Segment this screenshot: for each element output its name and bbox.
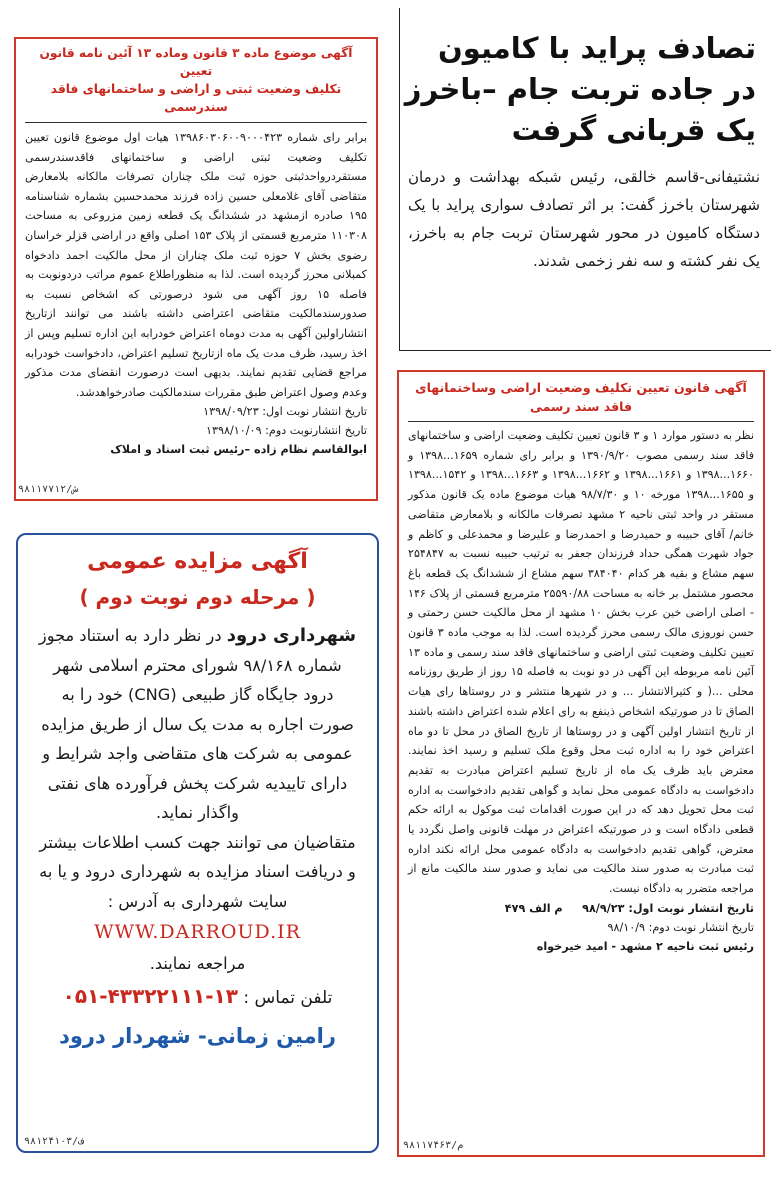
headline-line: در جاده تربت جام –باخرز xyxy=(404,72,756,106)
auction-notice xyxy=(16,533,379,1153)
publish-date-second: تاریخ انتشار نوبت دوم: ۹۸/۱۰/۹ xyxy=(607,920,754,934)
notice-ref-number: م الف ۴۷۹ xyxy=(504,901,563,915)
notice-signer: ابوالقاسم نظام زاده –رئیس ثبت اسناد و املاک xyxy=(110,443,367,457)
title-rule xyxy=(25,122,367,123)
auction-code: ف/۹۸۱۲۴۱۰۳ xyxy=(24,1136,85,1147)
headline-line: یک قربانی گرفت xyxy=(511,113,756,147)
auction-url-row xyxy=(26,916,369,949)
notice-title-line: فاقد سند رسمی xyxy=(529,399,633,414)
auction-phone-row xyxy=(26,979,369,1015)
auction-body-contact: متقاضیان می توانند جهت کسب اطلاعات بیشتر و دریافت اسناد مزایده به شهرداری درود و یا به سایت شهرداری به آدرس : xyxy=(39,832,356,911)
notice-body: نظر به دستور موارد ۱ و ۳ قانون تعیین تکلیف وضعیت اراضی و ساختمانهای فاقد سند رسمی مصوب ۱۳۹۰/۹/۲۰ و برابر رای شماره ۱۶۵۹...۱۳۹۸ و ۱۶۶۰...۱۳۹۸ و ۱۶۶۱...۱۳۹۸ و ۱۶۶۲...۱۳۹۸ و ۱۶۶۳...۱۳۹۸ و ۱۵۴۲...۱۳۹۸ و ۱۶۵۵...۱۳۹۸ مورخه ۱۰ و ۹۸/۷/۳۰ هیات موضوع ماده یک قانون مذکور مستقر در واحد ثبتی ناحیه ۲ مشهد تصرفات مالکانه و بلامعارض متقاضی خانم/ آقای حبیبه و حمیدرضا و احمدرضا و علیرضا و محمدعلی و کاظم و جواد شهرت همگی حداد فرزندان جعفر به ترتیب حبیبه نسبت به ۲۵۴۸۴۷ سهم مشاع و بقیه هر کدام ۳۸۴۰۴۰ سهم مشاع از ششدانگ یک قطعه باغ محصور مشتمل بر خانه به مساحت ۲۵۵۹۰/۸۸ مترمربع قسمتی از پلاک ۱۴۶ - اصلی اراضی خین عرب بخش ۱۰ مشهد از محل مالکیت حسن رحمتی و حسن نوروزی مالک رسمی محرز گردیده است. لذا به موجب ماده ۳ قانون تعیین تکلیف وضعیت ثبتی اراضی و ساختمانهای فاقد سند رسمی و ماده ۱۳ آئین نامه مربوطه این آگهی در دو نوبت به فاصله ۱۵ روز از طریق روزنامه محلی ...( و کثیرالانتشار ... و در شهرها منتشر و در روستاها رای هیات الصاق تا در صورتیکه اشخاص ذینفع به رای اعلام شده اعتراض داشته باشند از تاریخ انتشار اولین آگهی و در روستاها از تاریخ الصاق در محل تا دو ماه اعتراض خود را به اداره ثبت محل وقوع ملک تسلیم و رسید اخذ نمایند. معترض باید ظرف یک ماه از تاریخ تسلیم اعتراض مبادرت به تقدیم دادخواست به دادگاه عمومی محل نماید و گواهی تقدیم دادخواست به اداره ثبت محل تحویل دهد که در این صورت اقدامات ثبت موکول به ارائه حکم قطعی دادگاه است و در صورتیکه اعتراض در مهلت قانونی واصل نگردد یا معترض، گواهی تقدیم دادخواست به دادگاه عمومی محل ارائه نکند اداره ثبت مبادرت به صدور سند مالکیت می نماید و صدور سند مالکیت مانع از مراجعه متضرر به دادگاه نیست. xyxy=(408,429,754,896)
notice-body: برابر رای شماره ۱۳۹۸۶۰۳۰۶۰۰۹۰۰۰۴۲۳ هیات اول موضوع قانون تعیین تکلیف وضعیت ثبتی اراضی و ساختمانهای فاقدسندرسمی مستقردرواحدثبتی حوزه ثبت ملک چناران تصرفات مالکانه بلامعارض متقاضی آقای غلامعلی حسین زاده فرزند محمدحسین بشماره شناسنامه ۱۹۵ صادره ازمشهد در ششدانگ یک قطعه زمین مزروعی به مساحت ۱۱۰۳۰۸ مترمربع قسمتی از پلاک ۱۵۳ اصلی واقع در اراضی قزلر خراسان رضوی بخش ۷ حوزه ثبت ملک چناران از محل مالکیت احمد دادخواه کمبلانی محرز گردیده است. لذا به منظوراطلاع عموم مراتب دردونوبت به فاصله ۱۵ روز آگهی می شود درصورتی که اشخاص نسبت به صدورسندمالکیت متقاضی اعتراضی داشته باشند می توانند ازتاریخ انتشاراولین آگهی به مدت دوماه اعتراض خودرابه این اداره تسلیم وپس از اخذ رسید، ظرف مدت یک ماه ازتاریخ تسلیم اعتراض، دادخواست خودرابه مراجع قضایی تقدیم نمایند. بدیهی است درصورت انقضای مدت مذکور وعدم وصول اعتراض طبق مقررات سندمالکیت صادرخواهدشد. xyxy=(25,131,367,399)
publish-date-second: تاریخ انتشارنوبت دوم: ۱۳۹۸/۱۰/۰۹ xyxy=(205,424,367,438)
news-body: نشتیفانی-قاسم خالقی، رئیس شبکه بهداشت و درمان شهرستان باخرز گفت: بر اثر تصادف سواری پراید با یک دستگاه کامیون در محور شهرستان تربت جام به باخرز، یک نفر کشته و سه نفر زخمی شدند. xyxy=(408,168,760,270)
auction-body xyxy=(26,621,369,828)
notice-registration-chenaran xyxy=(14,37,378,501)
auction-body-text: در نظر دارد به استناد مجوز شماره ۹۸/۱۶۸ شورای محترم اسلامی شهر درود جایگاه گاز طبیعی (CNG) خود را به صورت اجاره به مدت یک سال از طریق مزایده عمومی به شرکت های متقاضی واجد شرایط و دارای تاییدیه شرکت پخش فرآورده های نفتی واگذار نماید. xyxy=(38,626,354,822)
phone-number: ۰۵۱-۴۳۳۲۲۱۱۱-۱۳ xyxy=(62,983,238,1008)
news-headline xyxy=(402,28,756,151)
publish-date-first-row xyxy=(408,899,754,918)
news-article xyxy=(402,28,762,348)
auction-title: آگهی مزایده عمومی xyxy=(87,549,308,574)
notice-title-line: آگهی موضوع ماده ۳ قانون وماده ۱۳ آئین نامه قانون تعیین xyxy=(39,46,353,78)
auction-org-name: شهرداری درود xyxy=(226,625,357,646)
auction-website-link[interactable]: WWW.DARROUD.IR xyxy=(94,921,301,943)
notice-land-status-mashhad xyxy=(397,370,765,1157)
publish-date-first: تاریخ انتشار نوبت اول: ۱۳۹۸/۰۹/۲۳ xyxy=(203,405,367,419)
news-bottom-rule xyxy=(399,350,771,351)
notice-title-line: آگهی قانون تعیین تکلیف وضعیت اراضی وساختمانهای xyxy=(415,380,747,395)
column-divider xyxy=(399,8,400,350)
publish-date-first: تاریخ انتشار نوبت اول: ۹۸/۹/۲۳ xyxy=(582,901,754,915)
title-rule xyxy=(408,421,754,422)
notice-signer: رئیس ثبت ناحیه ۲ مشهد - امید خیرخواه xyxy=(536,939,754,953)
auction-visit-text: مراجعه نمایند. xyxy=(149,954,246,973)
phone-label: تلفن تماس : xyxy=(243,987,333,1008)
notice-code: م/۹۸۱۱۷۴۶۳ xyxy=(403,1140,464,1151)
notice-title-line: تکلیف وضعیت ثبتی و اراضی و ساختمانهای فاقد سندرسمی xyxy=(50,82,342,114)
notice-title xyxy=(25,44,367,116)
auction-signer: رامین زمانی- شهردار درود xyxy=(59,1023,336,1048)
auction-subtitle: ( مرحله دوم نوبت دوم ) xyxy=(79,585,316,609)
headline-line: تصادف پراید با کامیون xyxy=(438,31,756,65)
notice-title xyxy=(408,378,754,416)
notice-code: ۹۸۱۱۷۷۱۲/ش xyxy=(18,484,79,495)
